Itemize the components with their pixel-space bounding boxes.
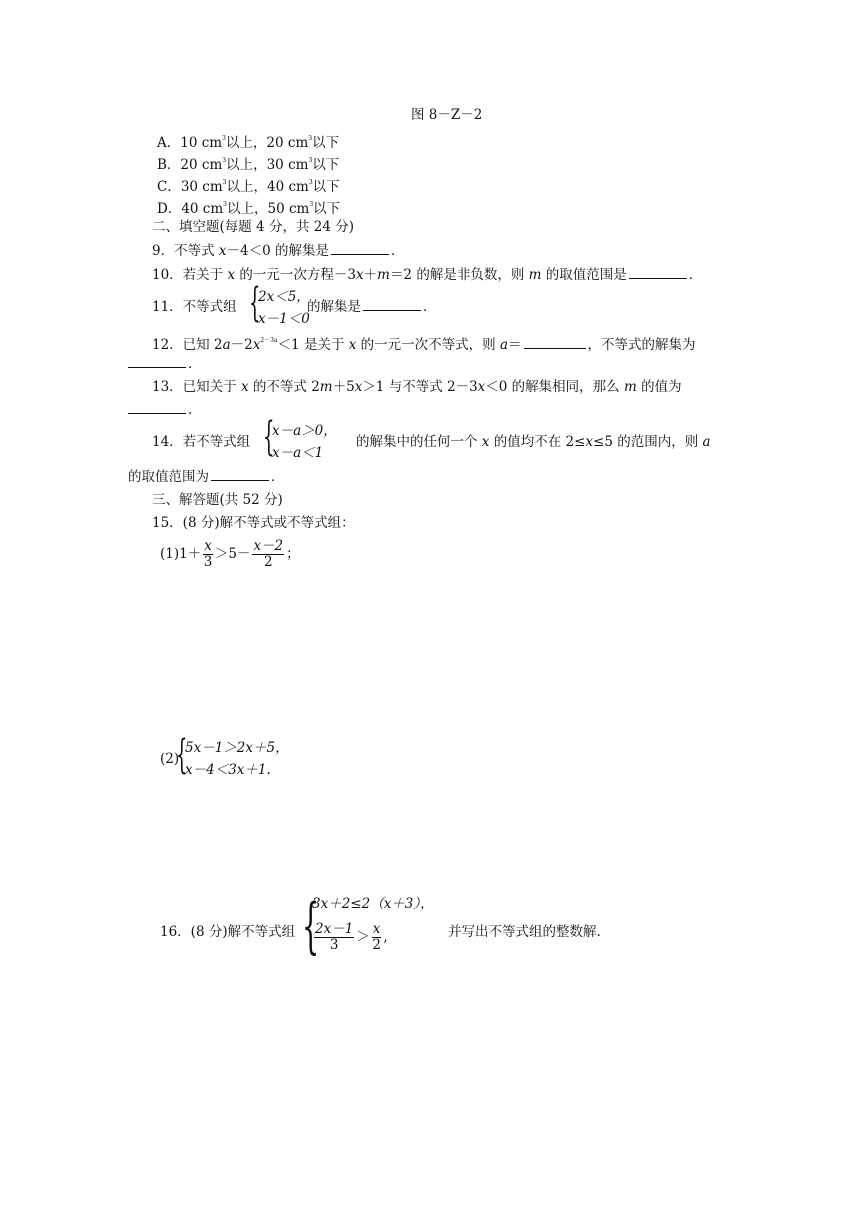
fraction: $\frac{x}{3}$: [203, 538, 213, 570]
fraction: $\frac{2x-1}{3}$: [315, 921, 354, 953]
question-15-part-2-system: [185, 737, 289, 781]
question-15-title: 15．(8 分)解不等式或不等式组：: [152, 515, 355, 531]
system-brace: {: [302, 891, 320, 961]
question-14-lead: 14．若不等式组: [152, 434, 251, 450]
question-10: 10．若关于 x 的一元一次方程－3x＋m＝2 的解是非负数，则 m 的取值范围是 ．: [152, 267, 703, 283]
answer-blank: [629, 266, 687, 279]
answer-blank: [524, 336, 586, 349]
question-12: 12．已知 $2a-2x^{2-3a}<1$ 是关于 x 的一元一次不等式，则 a＝ ，不等式的解集为: [152, 337, 696, 353]
system-row-2: x－a＜1: [272, 445, 324, 461]
question-13-continued: ．: [128, 401, 202, 419]
option-c: C．30 $cm^3$以上，40 $cm^3$以下: [157, 179, 340, 195]
system-row-1: x－a＞0，: [272, 423, 337, 439]
system-brace: {: [263, 414, 275, 460]
fraction: $\frac{x-2}{2}$: [253, 538, 284, 570]
system-row-1: 2x＜5，: [258, 289, 310, 305]
question-16-lead: 16．(8 分)解不等式组: [160, 924, 296, 940]
question-11-tail: 的解集是 ．: [307, 299, 437, 315]
question-15-part-1: (1)1＋ $\frac{x}{3}$ ＞5－ $\frac{x-2}{2}$ ；: [160, 538, 300, 570]
section-2-heading: 二、填空题(每题 4 分，共 24 分): [152, 219, 354, 235]
question-15-part-2-label: (2): [160, 751, 180, 767]
answer-blank: [331, 242, 389, 255]
option-a: A．10 $cm^3$以上，20 $cm^3$以下: [157, 135, 340, 151]
answer-blank: [128, 401, 186, 414]
question-11-system: [258, 286, 310, 330]
answer-blank: [363, 298, 421, 311]
option-d: D．40 $cm^3$以上，50 $cm^3$以下: [157, 201, 341, 217]
figure-caption: 图 8－Z－2: [411, 107, 483, 123]
question-11-lead: 11．不等式组: [152, 299, 237, 315]
question-9: 9．不等式 x－4＜0 的解集是 ．: [152, 243, 405, 259]
question-16-row-1: 3x＋2≤2（x＋3），: [312, 896, 434, 912]
answer-blank: [211, 468, 269, 481]
question-14-system: [272, 420, 337, 464]
question-16-row-2: $\frac{2x-1}{3}$ ＞ $\frac{x}{2}$ ,: [315, 921, 388, 953]
system-brace: {: [249, 280, 261, 326]
question-14-tail: 的解集中的任何一个 x 的值均不在 2≤x≤5 的范围内，则 a: [356, 434, 711, 450]
question-12-continued: ．: [128, 355, 202, 373]
question-14-continued: 的取值范围为 ．: [128, 469, 285, 485]
section-3-heading: 三、解答题(共 52 分): [152, 492, 283, 508]
fraction: $\frac{x}{2}$: [372, 921, 381, 953]
question-13: 13．已知关于 x 的不等式 2m＋5x＞1 与不等式 2－3x＜0 的解集相同，那么 m 的值为: [152, 379, 682, 395]
option-b: B．20 $cm^3$以上，30 $cm^3$以下: [157, 157, 340, 173]
system-brace: {: [176, 732, 188, 778]
system-row-2: x－1＜0: [258, 311, 310, 327]
question-16-tail: 并写出不等式组的整数解.: [448, 924, 601, 940]
system-row-1: 5x－1＞2x＋5，: [185, 740, 289, 756]
system-row-2: x－4＜3x＋1.: [185, 762, 271, 778]
answer-blank: [128, 355, 186, 368]
